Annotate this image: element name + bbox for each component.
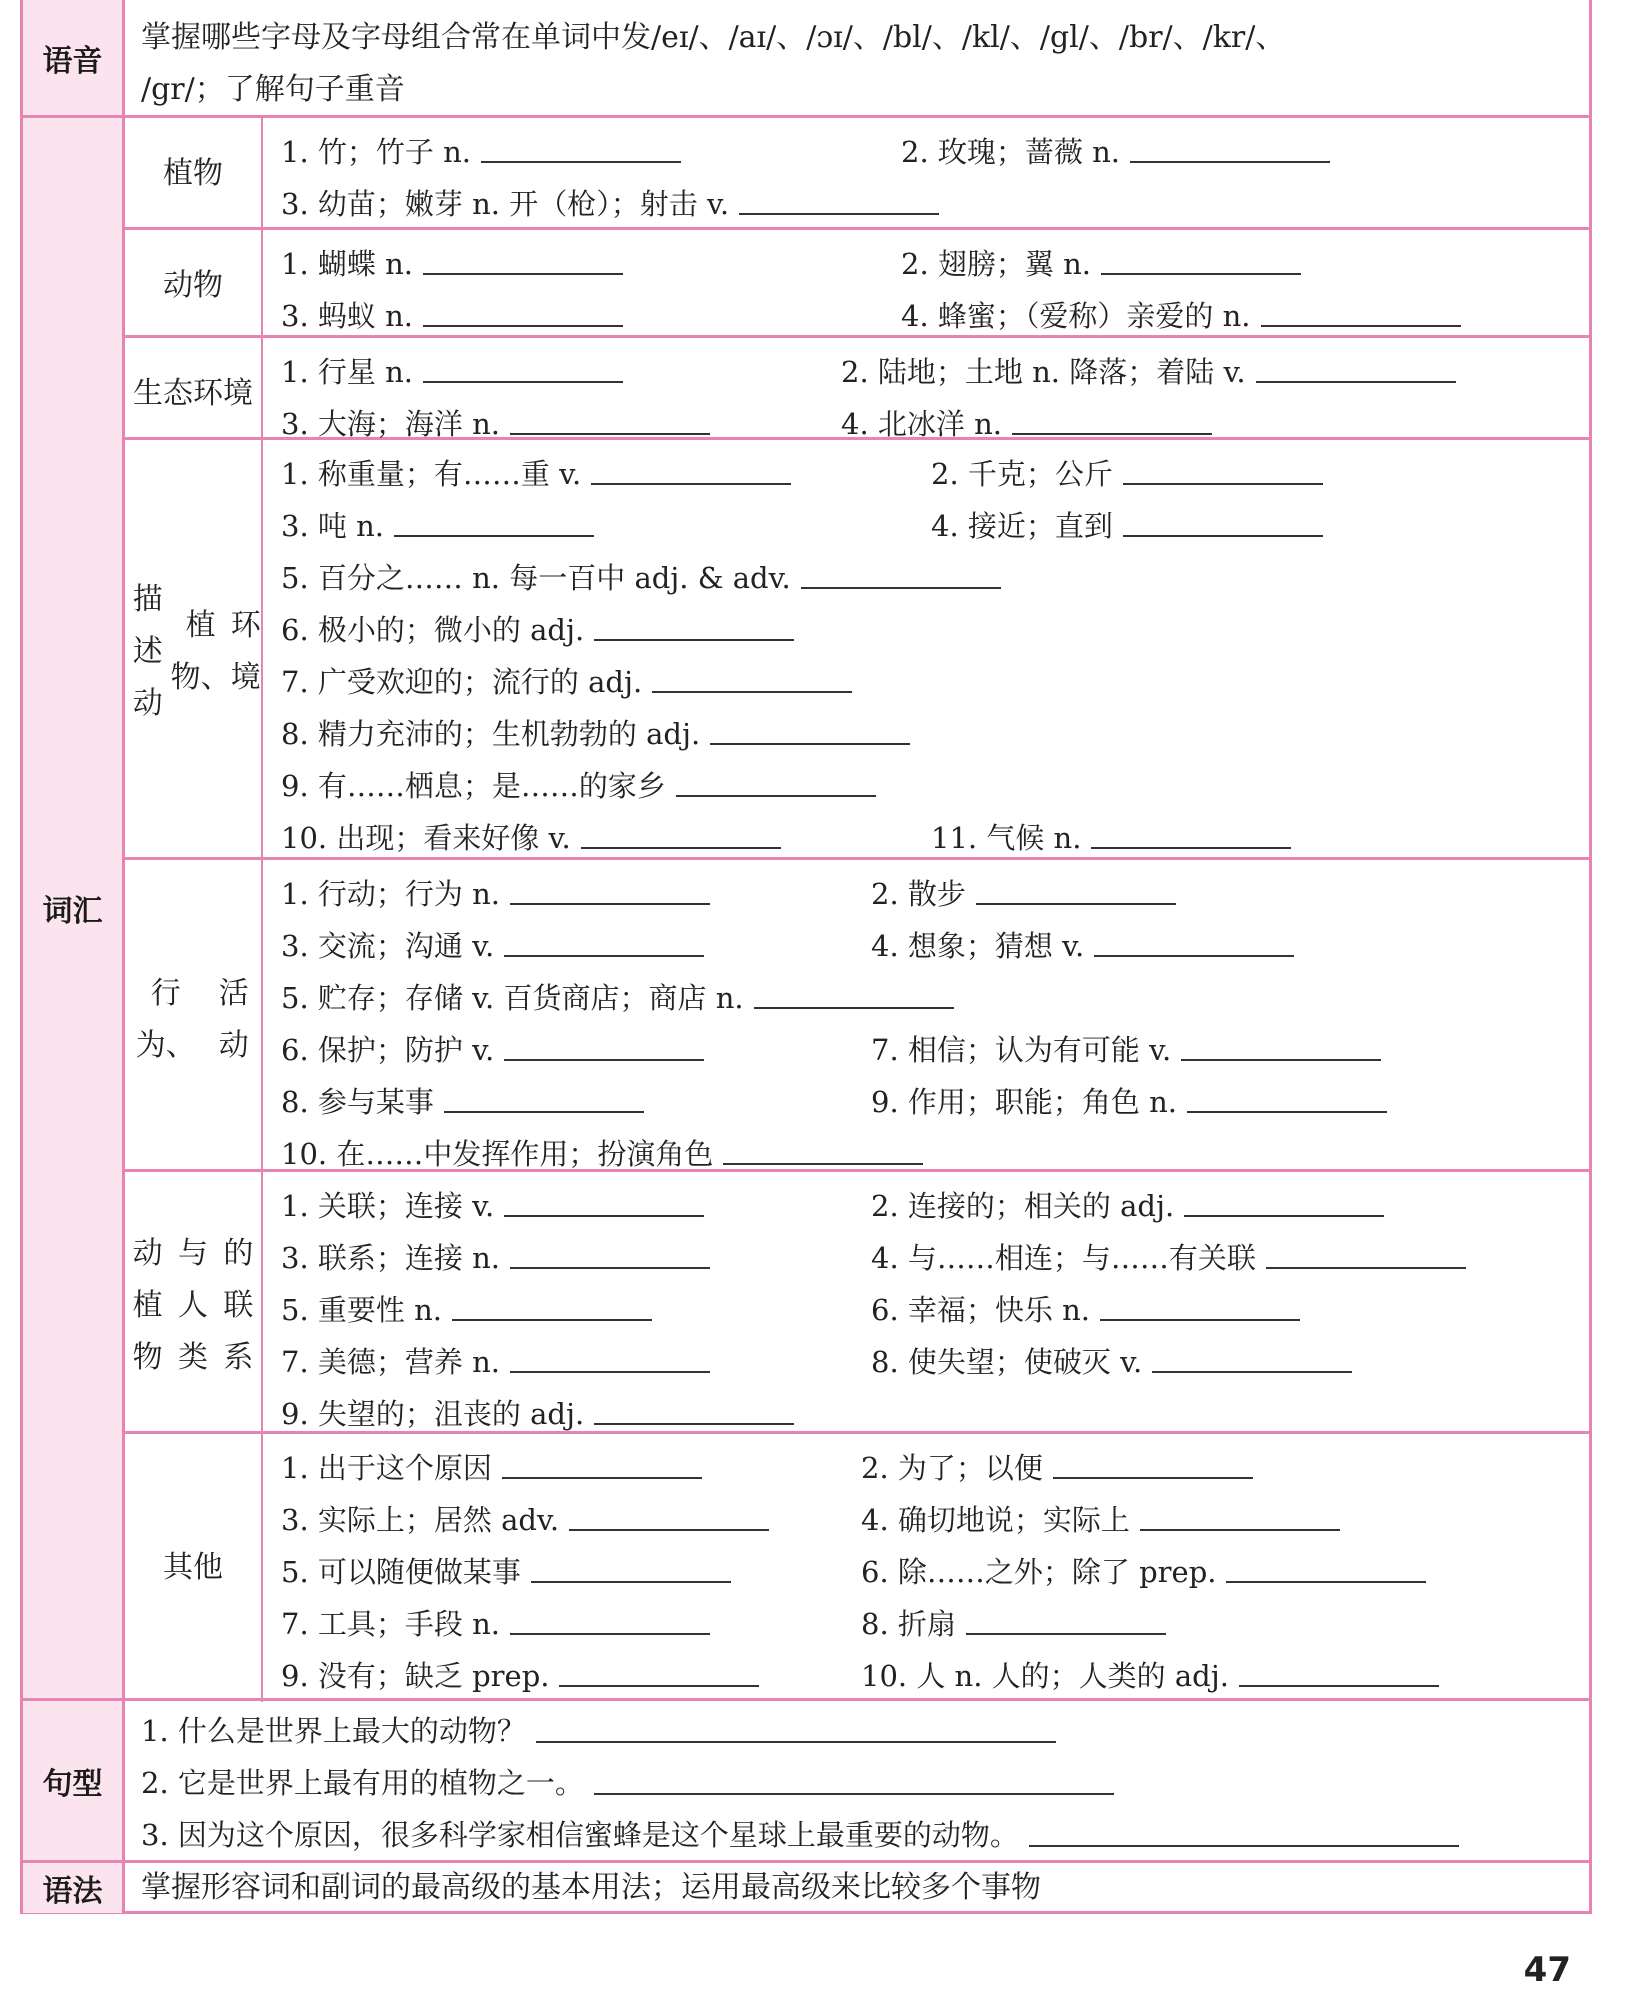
vocab-items: [263, 860, 1589, 1180]
vocab-item-text: 6. 保护；防护 v.: [281, 1032, 495, 1067]
sentence-item: [125, 1757, 1589, 1809]
vocab-item: [281, 1550, 731, 1591]
answer-blank[interactable]: [569, 1528, 769, 1531]
section-label-phonetics: 语音: [23, 0, 125, 118]
vocab-item: [871, 1340, 1352, 1381]
vocab-category-label: 动物: [125, 230, 263, 342]
vocab-row: [281, 654, 1575, 706]
sentence-item: [125, 1705, 1589, 1757]
vocab-item: [281, 976, 954, 1017]
vocab-item: [281, 712, 910, 753]
vocab-item-text: 2. 连接的；相关的 adj.: [871, 1188, 1175, 1223]
vocab-row: [281, 396, 1575, 448]
vocab-item: [901, 294, 1461, 335]
vocab-category-label: 描述动 植物、 环境: [125, 440, 263, 864]
vocab-item-text: 7. 广受欢迎的；流行的 adj.: [281, 664, 643, 699]
vocab-item-text: 11. 气候 n.: [931, 820, 1082, 855]
vocab-row: [281, 344, 1575, 396]
answer-blank[interactable]: [676, 794, 876, 797]
vocabulary-content: [125, 118, 1589, 1701]
vocab-category-label: 植物: [125, 118, 263, 230]
vocab-item: [281, 1446, 702, 1487]
vocab-item-text: 3. 吨 n.: [281, 508, 385, 543]
vocab-row: [281, 288, 1575, 340]
vocab-row: [281, 970, 1575, 1022]
answer-blank[interactable]: [594, 638, 794, 641]
vocab-item: [871, 872, 1176, 913]
vocab-item-text: 2. 散步: [871, 876, 966, 911]
vocab-item-text: 4. 蜂蜜；（爱称）亲爱的 n.: [901, 298, 1251, 333]
vocab-item: [281, 1236, 710, 1277]
answer-blank[interactable]: [966, 1632, 1166, 1635]
vocab-row: [281, 124, 1575, 176]
vocab-item-text: 5. 百分之…… n. 每一百中 adj. & adv.: [281, 560, 791, 595]
vocab-row: [281, 1544, 1575, 1596]
vocab-item: [871, 924, 1294, 965]
vocab-item: [931, 816, 1291, 857]
answer-blank[interactable]: [594, 1422, 794, 1425]
vocab-item: [281, 1080, 644, 1121]
vocab-row: [281, 1230, 1575, 1282]
vocab-item: [871, 1288, 1300, 1329]
vocab-item-text: 1. 行星 n.: [281, 354, 414, 389]
answer-blank[interactable]: [1152, 1370, 1352, 1373]
vocab-row: [281, 1386, 1575, 1438]
vocab-category-label: 行为、 活动: [125, 860, 263, 1180]
vocab-item-text: 10. 出现；看来好像 v.: [281, 820, 571, 855]
vocab-category: [125, 1434, 1589, 1700]
vocab-category: [125, 440, 1589, 860]
vocab-item: [871, 1028, 1381, 1069]
vocab-row: [281, 706, 1575, 758]
vocab-item-text: 3. 大海；海洋 n.: [281, 406, 501, 441]
vocab-row: [281, 1282, 1575, 1334]
vocab-item: [281, 130, 681, 171]
vocab-item: [901, 242, 1301, 283]
vocab-item-text: 8. 精力充沛的；生机勃勃的 adj.: [281, 716, 701, 751]
vocab-item-text: 2. 玫瑰；蔷薇 n.: [901, 134, 1121, 169]
vocab-item-text: 9. 有……栖息；是……的家乡: [281, 768, 666, 803]
vocab-item: [281, 924, 704, 965]
vocab-row: [281, 918, 1575, 970]
answer-blank[interactable]: [1012, 432, 1212, 435]
vocab-item: [281, 1184, 704, 1225]
vocab-items: [263, 230, 1589, 342]
vocab-item: [281, 1132, 923, 1173]
vocab-row: [281, 550, 1575, 602]
answer-blank[interactable]: [652, 690, 852, 693]
vocab-item-text: 4. 接近；直到: [931, 508, 1113, 543]
vocab-item-text: 6. 幸福；快乐 n.: [871, 1292, 1091, 1327]
vocab-item: [281, 294, 623, 335]
sentence-text: 1. 什么是世界上最大的动物？: [141, 1714, 526, 1748]
vocab-item-text: 5. 重要性 n.: [281, 1292, 443, 1327]
answer-blank[interactable]: [510, 902, 710, 905]
vocab-item: [931, 452, 1323, 493]
answer-blank[interactable]: [594, 1792, 1114, 1795]
vocab-item-text: 5. 可以随便做某事: [281, 1554, 521, 1589]
vocab-row: [281, 1648, 1575, 1700]
vocab-item-text: 2. 为了；以便: [861, 1450, 1043, 1485]
vocab-item: [281, 1602, 710, 1643]
vocab-item: [931, 504, 1323, 545]
answer-blank[interactable]: [510, 432, 710, 435]
vocab-item: [841, 402, 1212, 443]
vocab-item-text: 9. 失望的；沮丧的 adj.: [281, 1396, 585, 1431]
answer-blank[interactable]: [510, 1266, 710, 1269]
answer-blank[interactable]: [1239, 1684, 1439, 1687]
answer-blank[interactable]: [1094, 954, 1294, 957]
answer-blank[interactable]: [531, 1580, 731, 1583]
vocab-category: [125, 1172, 1589, 1434]
vocab-item-text: 3. 蚂蚁 n.: [281, 298, 414, 333]
vocab-item: [281, 1288, 652, 1329]
answer-blank[interactable]: [591, 482, 791, 485]
answer-blank[interactable]: [502, 1476, 702, 1479]
vocab-item-text: 2. 翅膀；翼 n.: [901, 246, 1092, 281]
vocab-item-text: 8. 使失望；使破灭 v.: [871, 1344, 1143, 1379]
answer-blank[interactable]: [481, 160, 681, 163]
vocab-row: [281, 1178, 1575, 1230]
vocab-category-label: 动植物 与人类 的联系: [125, 1172, 263, 1440]
vocab-row: [281, 1022, 1575, 1074]
vocab-category-label: 其他: [125, 1434, 263, 1702]
answer-blank[interactable]: [1123, 482, 1323, 485]
vocab-row: [281, 866, 1575, 918]
answer-blank[interactable]: [1261, 324, 1461, 327]
vocab-category-label: 生态 环境: [125, 338, 263, 450]
answer-blank[interactable]: [723, 1162, 923, 1165]
phonetics-line-1: 掌握哪些字母及字母组合常在单词中发/eɪ/、/aɪ/、/ɔɪ/、/bl/、/kl/、/gl/、/br/、/kr/、: [141, 20, 1286, 55]
sentence-text: 2. 它是世界上最有用的植物之一。: [141, 1766, 584, 1800]
answer-blank[interactable]: [1266, 1266, 1466, 1269]
vocab-row: [281, 1440, 1575, 1492]
answer-blank[interactable]: [801, 586, 1001, 589]
vocab-row: [281, 1126, 1575, 1178]
vocab-item: [871, 1236, 1466, 1277]
answer-blank[interactable]: [1184, 1214, 1384, 1217]
answer-blank[interactable]: [1226, 1580, 1426, 1583]
section-label-grammar: 语法: [23, 1863, 125, 1913]
vocab-category: [125, 860, 1589, 1172]
vocab-item-text: 5. 贮存；存储 v. 百货商店；商店 n.: [281, 980, 744, 1015]
answer-blank[interactable]: [452, 1318, 652, 1321]
answer-blank[interactable]: [1053, 1476, 1253, 1479]
vocab-item-text: 7. 相信；认为有可能 v.: [871, 1032, 1172, 1067]
vocab-item: [281, 504, 594, 545]
sentences-content: [125, 1701, 1589, 1863]
answer-blank[interactable]: [1101, 272, 1301, 275]
vocab-row: [281, 446, 1575, 498]
section-label-sentences: 句型: [23, 1701, 125, 1863]
answer-blank[interactable]: [976, 902, 1176, 905]
answer-blank[interactable]: [423, 324, 623, 327]
vocab-item-text: 6. 极小的；微小的 adj.: [281, 612, 585, 647]
vocab-row: [281, 1596, 1575, 1648]
vocab-item-text: 4. 想象；猜想 v.: [871, 928, 1085, 963]
vocab-item-text: 1. 出于这个原因: [281, 1450, 492, 1485]
vocab-item-text: 1. 竹；竹子 n.: [281, 134, 472, 169]
vocab-item: [281, 1654, 759, 1695]
answer-blank[interactable]: [739, 212, 939, 215]
answer-blank[interactable]: [444, 1110, 644, 1113]
vocab-item: [871, 1184, 1384, 1225]
section-label-vocabulary: 词汇: [23, 118, 125, 1701]
sentence-item: [125, 1809, 1589, 1861]
answer-blank[interactable]: [536, 1740, 1056, 1743]
vocab-row: [281, 602, 1575, 654]
vocab-item-text: 3. 实际上；居然 adv.: [281, 1502, 560, 1537]
vocab-items: [263, 118, 1589, 230]
vocab-items: [263, 1434, 1589, 1702]
vocab-item-text: 4. 北冰洋 n.: [841, 406, 1003, 441]
answer-blank[interactable]: [1123, 534, 1323, 537]
phonetics-line-2: /gr/；了解句子重音: [141, 72, 405, 107]
vocab-item-text: 10. 人 n. 人的；人类的 adj.: [861, 1658, 1229, 1693]
vocab-row: [281, 1492, 1575, 1544]
vocab-row: [281, 1074, 1575, 1126]
vocab-category: [125, 230, 1589, 338]
vocab-item: [871, 1080, 1387, 1121]
vocab-item-text: 4. 确切地说；实际上: [861, 1502, 1130, 1537]
vocab-item: [281, 608, 794, 649]
vocab-item-text: 7. 美德；营养 n.: [281, 1344, 501, 1379]
answer-blank[interactable]: [510, 1632, 710, 1635]
answer-blank[interactable]: [1256, 380, 1456, 383]
vocab-row: [281, 176, 1575, 228]
vocab-item: [281, 1340, 710, 1381]
answer-blank[interactable]: [1140, 1528, 1340, 1531]
vocab-item-text: 3. 幼苗；嫩芽 n. 开（枪）；射击 v.: [281, 186, 730, 221]
answer-blank[interactable]: [510, 1370, 710, 1373]
answer-blank[interactable]: [1029, 1844, 1459, 1847]
vocab-category: [125, 118, 1589, 230]
vocab-item-text: 1. 行动；行为 n.: [281, 876, 501, 911]
vocab-item-text: 1. 蝴蝶 n.: [281, 246, 414, 281]
answer-blank[interactable]: [1100, 1318, 1300, 1321]
vocab-row: [281, 1334, 1575, 1386]
vocab-item: [281, 1028, 704, 1069]
vocab-items: [263, 338, 1589, 450]
vocab-item: [841, 350, 1456, 391]
vocab-item: [861, 1446, 1253, 1487]
vocab-row: [281, 236, 1575, 288]
vocab-row: [281, 498, 1575, 550]
vocab-item: [281, 182, 939, 223]
vocab-item-text: 8. 参与某事: [281, 1084, 434, 1119]
vocab-row: [281, 810, 1575, 862]
vocab-item: [861, 1550, 1426, 1591]
vocab-item: [901, 130, 1330, 171]
answer-blank[interactable]: [504, 954, 704, 957]
vocab-item: [281, 1498, 769, 1539]
vocab-item-text: 9. 没有；缺乏 prep.: [281, 1658, 550, 1693]
vocab-item-text: 3. 联系；连接 n.: [281, 1240, 501, 1275]
answer-blank[interactable]: [423, 380, 623, 383]
vocab-item: [281, 556, 1001, 597]
answer-blank[interactable]: [710, 742, 910, 745]
answer-blank[interactable]: [1181, 1058, 1381, 1061]
vocab-item-text: 1. 关联；连接 v.: [281, 1188, 495, 1223]
answer-blank[interactable]: [1187, 1110, 1387, 1113]
vocab-item: [281, 350, 623, 391]
vocab-category: [125, 338, 1589, 440]
vocab-item: [281, 872, 710, 913]
answer-blank[interactable]: [504, 1058, 704, 1061]
vocab-item: [281, 1392, 794, 1433]
vocab-item: [281, 816, 781, 857]
vocab-item: [281, 660, 852, 701]
vocab-item-text: 8. 折扇: [861, 1606, 956, 1641]
answer-blank[interactable]: [1091, 846, 1291, 849]
vocab-item: [281, 402, 710, 443]
vocab-item-text: 6. 除……之外；除了 prep.: [861, 1554, 1217, 1589]
grammar-content: [125, 1863, 1589, 1913]
answer-blank[interactable]: [559, 1684, 759, 1687]
sentence-text: 3. 因为这个原因，很多科学家相信蜜蜂是这个星球上最重要的动物。: [141, 1818, 1019, 1852]
worksheet-table: [20, 0, 1592, 1914]
vocab-item-text: 2. 千克；公斤: [931, 456, 1113, 491]
grammar-text: 掌握形容词和副词的最高级的基本用法；运用最高级来比较多个事物: [141, 1870, 1041, 1905]
vocab-item: [861, 1654, 1439, 1695]
vocab-item-text: 7. 工具；手段 n.: [281, 1606, 501, 1641]
vocab-item: [281, 452, 791, 493]
answer-blank[interactable]: [581, 846, 781, 849]
vocab-item: [281, 242, 623, 283]
answer-blank[interactable]: [394, 534, 594, 537]
vocab-item-text: 10. 在……中发挥作用；扮演角色: [281, 1136, 714, 1171]
answer-blank[interactable]: [1130, 160, 1330, 163]
answer-blank[interactable]: [504, 1214, 704, 1217]
vocab-item: [861, 1602, 1166, 1643]
vocab-item: [281, 764, 876, 805]
vocab-item-text: 1. 称重量；有……重 v.: [281, 456, 582, 491]
vocab-item-text: 3. 交流；沟通 v.: [281, 928, 495, 963]
vocab-item-text: 4. 与……相连；与……有关联: [871, 1240, 1256, 1275]
phonetics-content: [125, 0, 1589, 118]
vocab-item-text: 2. 陆地；土地 n. 降落；着陆 v.: [841, 354, 1246, 389]
vocab-row: [281, 758, 1575, 810]
page-number: 47: [1523, 1950, 1571, 1990]
vocab-items: [263, 1172, 1589, 1440]
vocab-items: [263, 440, 1589, 864]
vocab-item: [861, 1498, 1340, 1539]
answer-blank[interactable]: [754, 1006, 954, 1009]
answer-blank[interactable]: [423, 272, 623, 275]
vocab-item-text: 9. 作用；职能；角色 n.: [871, 1084, 1178, 1119]
